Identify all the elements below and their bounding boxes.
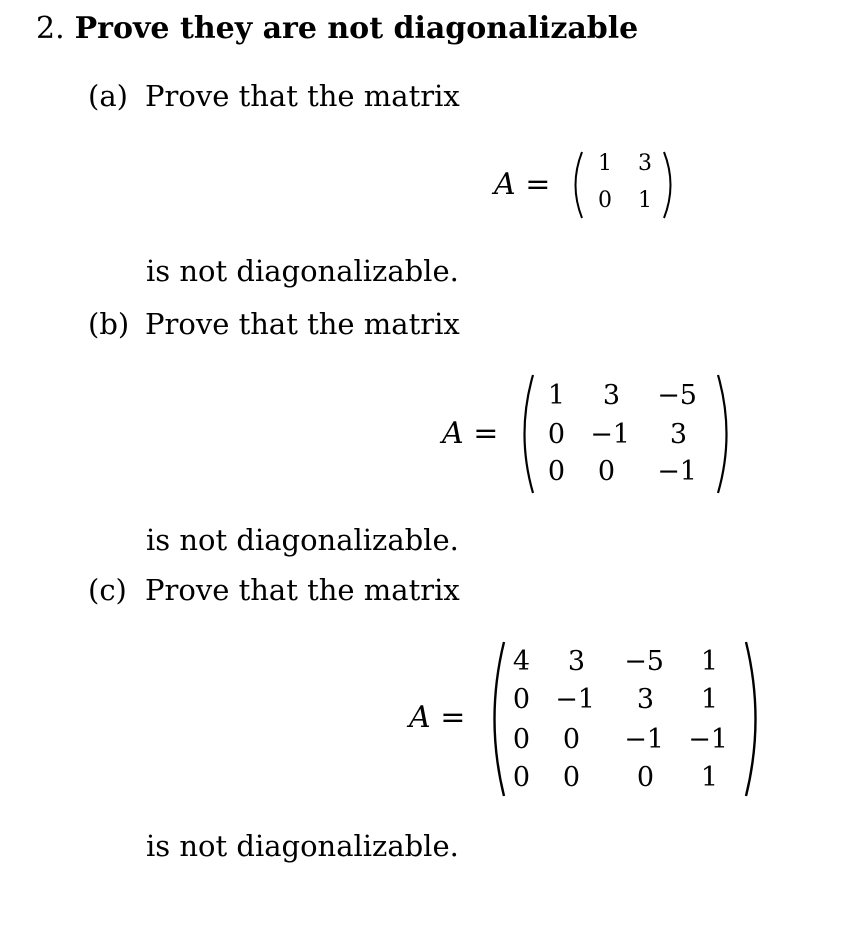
- part-c-cell-r2c1: 0: [512, 684, 530, 715]
- part-c-cell-r1c3: −5: [624, 646, 664, 677]
- part-b-cell-r3c1: 0: [547, 456, 565, 487]
- part-c-cell-r4c2: 0: [562, 762, 580, 793]
- part-c-label: (c): [88, 573, 127, 607]
- part-a-right-paren: [660, 150, 680, 220]
- part-c-prompt: [88, 573, 460, 607]
- part-b-matrix-variable: A: [442, 416, 464, 451]
- part-a-matrix-variable: A: [494, 167, 516, 202]
- part-c-cell-r2c4: 1: [700, 684, 718, 715]
- part-c-prompt-text: Prove that the matrix: [145, 573, 460, 607]
- part-a-lhs: [494, 167, 551, 202]
- part-b-cell-r1c2: 3: [602, 380, 620, 411]
- part-c-cell-r1c4: 1: [700, 646, 718, 677]
- part-b-cell-r1c1: 1: [547, 380, 565, 411]
- part-a-conclusion: is not diagonalizable.: [146, 254, 459, 288]
- part-a-prompt: [88, 79, 460, 113]
- part-b-lhs: [442, 416, 499, 451]
- part-c-cell-r4c4: 1: [700, 762, 718, 793]
- part-c-equals-sign: =: [440, 700, 466, 735]
- part-a-cell-r1c1: 1: [598, 151, 612, 176]
- problem-heading: [36, 11, 639, 46]
- part-a-cell-r2c2: 1: [638, 188, 652, 213]
- part-a-prompt-text: Prove that the matrix: [145, 79, 460, 113]
- problem-number: 2.: [36, 11, 65, 46]
- part-c-matrix-variable: A: [409, 700, 431, 735]
- part-a-label: (a): [88, 79, 128, 113]
- part-b-cell-r1c3: −5: [657, 380, 697, 411]
- part-c-cell-r1c2: 3: [567, 646, 585, 677]
- part-c-cell-r4c3: 0: [636, 762, 654, 793]
- problem-title: Prove they are not diagonalizable: [74, 11, 639, 46]
- part-c-cell-r1c1: 4: [512, 646, 530, 677]
- part-c-cell-r3c1: 0: [512, 724, 530, 755]
- part-a-cell-r2c1: 0: [598, 188, 612, 213]
- part-c-right-paren: [742, 640, 768, 798]
- part-b-left-paren: [513, 373, 537, 495]
- part-b-prompt-text: Prove that the matrix: [145, 307, 460, 341]
- part-b-cell-r3c3: −1: [657, 456, 697, 487]
- part-c-cell-r3c3: −1: [624, 724, 664, 755]
- part-b-label: (b): [88, 307, 130, 341]
- part-c-cell-r3c2: 0: [562, 724, 580, 755]
- part-b-equals-sign: =: [473, 416, 499, 451]
- part-b-cell-r2c2: −1: [590, 419, 630, 450]
- part-c-cell-r2c3: 3: [636, 684, 654, 715]
- part-a-cell-r1c2: 3: [638, 151, 652, 176]
- part-c-cell-r2c2: −1: [555, 684, 595, 715]
- part-c-cell-r3c4: −1: [688, 724, 728, 755]
- part-b-cell-r3c2: 0: [597, 456, 615, 487]
- part-c-lhs: [409, 700, 466, 735]
- part-b-prompt: [88, 307, 460, 341]
- part-b-right-paren: [714, 373, 738, 495]
- part-b-cell-r2c3: 3: [669, 419, 687, 450]
- part-c-conclusion: is not diagonalizable.: [146, 829, 459, 863]
- part-b-conclusion: is not diagonalizable.: [146, 523, 459, 557]
- part-c-cell-r4c1: 0: [512, 762, 530, 793]
- part-b-cell-r2c1: 0: [547, 419, 565, 450]
- part-a-left-paren: [566, 150, 586, 220]
- part-a-equals-sign: =: [525, 167, 551, 202]
